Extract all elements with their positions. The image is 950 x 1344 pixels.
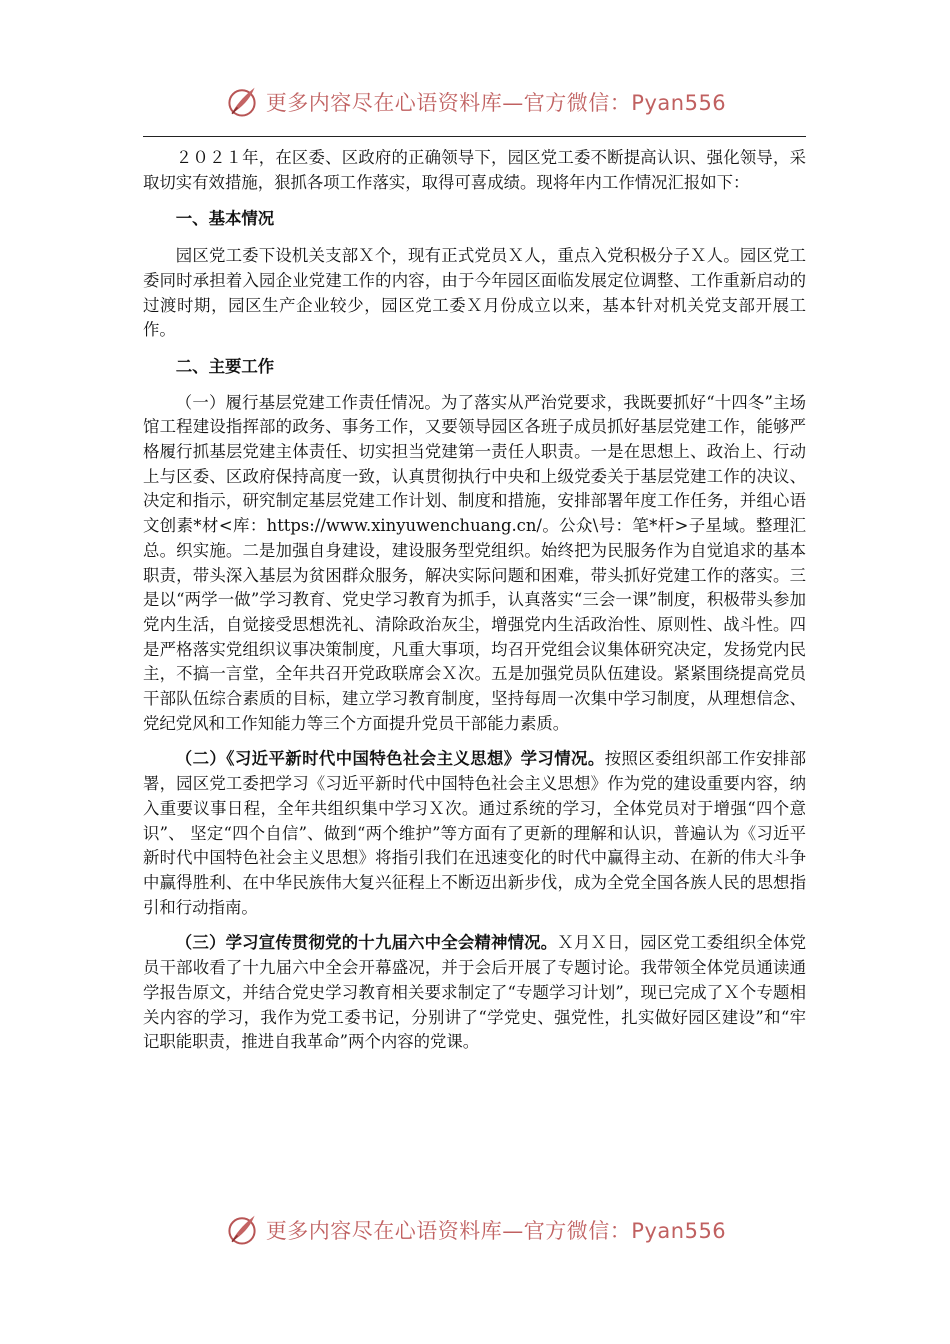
banner-text: 更多内容尽在心语资料库—官方微信：Pyan556 <box>265 1219 727 1243</box>
section-heading-basic: 一、基本情况 <box>175 209 275 229</box>
subsection-3-paragraph <box>143 931 806 1055</box>
section-heading-main-work: 二、主要工作 <box>175 356 275 376</box>
feather-pen-logo-icon <box>224 1212 260 1248</box>
feather-pen-logo-icon <box>224 84 260 120</box>
subsection-3-body: Ｘ月Ｘ日，园区党工委组织全体党员干部收看了十九届六中全会开幕盛况，并于会后开展了专题讨论。我带领全体党员通读通学报告原文，并结合党史学习教育相关要求制定了“专题学习计划”，现已完成了Ｘ个专题相关内容的学习，我作为党工委书记，分别讲了“学党史、强党性，扎实做好园区建设”和“牢记职能职责，推进自我革命”两个内容的党课。 <box>143 933 807 1052</box>
basic-situation-paragraph: 园区党工委下设机关支部Ｘ个，现有正式党员Ｘ人，重点入党积极分子Ｘ人。园区党工委同时承担着入园企业党建工作的内容，由于今年园区面临发展定位调整、工作重新启动的过渡时期，园区生产企业较少，园区党工委Ｘ月份成立以来，基本针对机关党支部开展工作。 <box>143 246 806 340</box>
subsection-2-body: 按照区委组织部工作安排部署，园区党工委把学习《习近平新时代中国特色社会主义思想》作为党的建设重要内容，纳入重要议事日程，全年共组织集中学习Ｘ次。通过系统的学习，全体党员对于增强“四个意识”、 坚定“四个自信”、做到“两个维护”等方面有了更新的理解和认识，普遍认为《习近平新时代中国特色社会主义思想》将指引我们在迅速变化的时代中赢得主动、在新的伟大斗争中赢得胜利、在中华民族伟大复兴征程上不断迈出新步伐，成为全党全国各族人民的思想指引和行动指南。 <box>143 749 806 917</box>
subsection-3-lead: （三）学习宣传贯彻党的十九届六中全会精神情况。 <box>175 933 558 953</box>
subsection-1-paragraph <box>143 391 806 737</box>
subsection-2-paragraph <box>143 747 806 920</box>
footer-banner <box>0 1208 950 1252</box>
banner-text: 更多内容尽在心语资料库—官方微信：Pyan556 <box>265 91 727 115</box>
intro-paragraph: ２０２１年，在区委、区政府的正确领导下，园区党工委不断提高认识、强化领导，采取切实有效措施，狠抓各项工作落实，取得可喜成绩。现将年内工作情况汇报如下： <box>143 148 806 192</box>
subsection-2-lead: （二）《习近平新时代中国特色社会主义思想》学习情况。 <box>175 749 605 769</box>
subsection-1-lead: （一）履行基层党建工作责任情况。 <box>175 392 441 412</box>
document-body <box>143 146 806 1055</box>
subsection-1-body: 为了落实从严治党要求，我既要抓好“十四冬”主场馆工程建设指挥部的政务、事务工作，又要领导园区各班子成员抓好基层党建工作，能够严格履行抓基层党建主体责任、切实担当党建第一责任人职责。一是在思想上、政治上、行动上与区委、区政府保持高度一致，认真贯彻执行中央和上级党委关于基层党建工作的决议、决定和指示，研究制定基层党建工作计划、制度和措施，安排部署年度工作任务，并组心语文创素*材<库：https://www.xinyuwenchuang.cn/。公众\号：笔*杆>子星域。整理汇总。织实施。二是加强自身建设，建设服务型党组织。始终把为民服务作为自觉追求的基本职责，带头深入基层为贫困群众服务，解决实际问题和困难，带头抓好党建工作的落实。三是以“两学一做”学习教育、党史学习教育为抓手，认真落实“三会一课”制度，积极带头参加党内生活，自觉接受思想洗礼、清除政治灰尘，增强党内生活政治性、原则性、战斗性。四是严格落实党组织议事决策制度，凡重大事项，均召开党组会议集体研究决定，发扬党内民主，不搞一言堂，全年共召开党政联席会Ｘ次。五是加强党员队伍建设。紧紧围绕提高党员干部队伍综合素质的目标，建立学习教育制度，坚持每周一次集中学习制度，从理想信念、党纪党风和工作知能力等三个方面提升党员干部能力素质。 <box>143 392 807 733</box>
header-banner <box>0 80 950 124</box>
header-divider <box>143 136 806 137</box>
